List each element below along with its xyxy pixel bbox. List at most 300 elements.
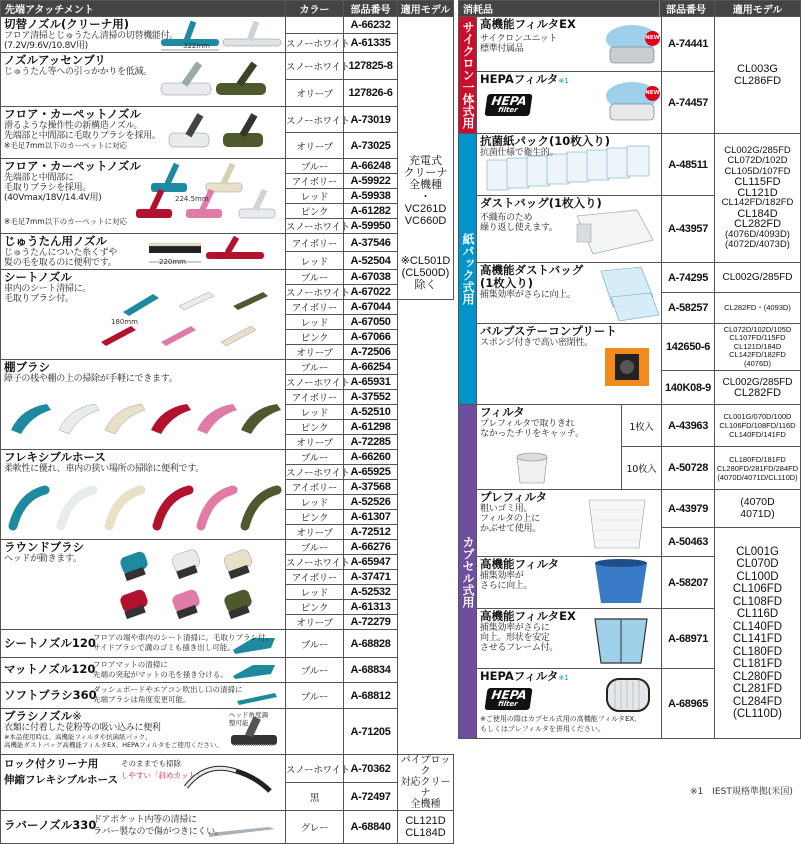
- color-cell: ブルー: [286, 450, 344, 465]
- model-text: CL108FD: [732, 595, 783, 608]
- item-title: 切替ノズル(クリーナ用): [4, 17, 130, 31]
- new-badge: NEW: [645, 86, 660, 101]
- item-title: シートノズル120: [4, 636, 96, 650]
- model-text: CL286FD: [733, 75, 782, 87]
- color-cell: オリーブ: [286, 80, 344, 107]
- color-cell: ピンク: [286, 204, 344, 219]
- part-number: A-67050: [344, 315, 398, 330]
- model-text: 除く: [414, 279, 437, 291]
- model-text: CL281FD: [732, 683, 783, 695]
- color-cell: スノーホワイト: [286, 465, 344, 480]
- item-desc: 粗いゴミ用。: [480, 504, 533, 514]
- color-cell: ピンク: [286, 420, 344, 435]
- color-cell: アイボリー: [286, 300, 344, 315]
- part-number: A-74457: [662, 72, 715, 134]
- item-title-text: ブラシノズル: [4, 709, 73, 723]
- model-list-main: [398, 155, 453, 227]
- item-hp-filter: [477, 557, 662, 609]
- part-number: A-59938: [344, 189, 398, 204]
- section-cyclone: [459, 17, 477, 134]
- color-cell: オリーブ: [286, 435, 344, 450]
- part-number: A-52526: [344, 495, 398, 510]
- item-note: ※毛足7mm以下のカーペットに対応: [4, 141, 128, 150]
- item-desc: ダッシュボードやエアコン吹出し口の清掃に: [93, 685, 243, 694]
- model-text: VC261D: [404, 203, 447, 215]
- part-number: A-37568: [344, 480, 398, 495]
- item-seat-nozzle: [1, 270, 286, 360]
- color-cell: ブルー: [286, 658, 344, 683]
- color-cell: ピンク: [286, 330, 344, 345]
- color-cell: ブルー: [286, 360, 344, 375]
- section-label: カプセル式用: [461, 535, 475, 608]
- part-number: A-66248: [344, 159, 398, 174]
- part-number: A-68971: [662, 609, 715, 669]
- part-number: A-61307: [344, 510, 398, 525]
- color-cell: ブルー: [286, 540, 344, 555]
- color-cell: ブルー: [286, 683, 344, 709]
- model-text: CL142FD/182FD: [729, 350, 786, 360]
- color-cell: レッド: [286, 405, 344, 420]
- item-desc: フロアマットの清掃に: [93, 660, 168, 669]
- item-title: 高機能フィルタEX: [480, 17, 576, 31]
- item-desc: ヘッドが動きます。: [4, 554, 82, 564]
- color-cell: アイボリー: [286, 570, 344, 585]
- item-note: 高機能ダストバッグ高機能フィルタEX、HEPAフィルタをご使用ください。: [4, 741, 223, 749]
- part-number: A-68828: [344, 630, 398, 658]
- section-label: 紙パック式用: [461, 233, 475, 305]
- hepa-logo-sub: filter: [497, 700, 519, 708]
- part-number: A-68812: [344, 683, 398, 709]
- item-title: 棚ブラシ: [4, 360, 50, 374]
- item-title: フレキシブルホース: [4, 450, 106, 464]
- consumables-table: [458, 0, 801, 739]
- model-text: クリーナ: [403, 167, 448, 179]
- part-number: A-65931: [344, 375, 398, 390]
- part-number: 127826-6: [344, 80, 398, 107]
- part-number: A-43979: [662, 490, 715, 528]
- item-antibacterial-paper-pack: [477, 134, 662, 196]
- item-desc: 不織布のため: [480, 213, 533, 223]
- item-desc: 毛取りブラシを採用。: [4, 183, 92, 193]
- header-attachment: 先端アタッチメント: [1, 1, 286, 17]
- item-title-2: (1枚入り): [480, 276, 534, 290]
- model-text: CL180FD/181FD: [729, 454, 786, 464]
- item-desc: 抗菌仕様で衛生的。: [480, 148, 559, 158]
- model-text: CL116D: [736, 608, 779, 620]
- part-number: A-74295: [662, 263, 715, 293]
- part-number: A-68840: [344, 811, 398, 844]
- section-label: サイクロン一体式用: [461, 21, 475, 129]
- item-title: ロック付クリーナ用: [4, 758, 99, 770]
- item-desc: 捕集効率がさらに: [480, 623, 550, 633]
- part-number: A-52510: [344, 405, 398, 420]
- item-title: [480, 670, 658, 685]
- item-prefilter: [477, 490, 662, 557]
- item-mat-nozzle-120: [1, 658, 286, 683]
- color-cell: スノーホワイト: [286, 555, 344, 570]
- item-title: ラウンドブラシ: [4, 540, 85, 554]
- item-switch-nozzle: [1, 17, 286, 53]
- model-text: 全機種: [410, 799, 441, 810]
- item-mark: ※1: [558, 77, 569, 85]
- item-title: [480, 73, 658, 88]
- callout: しやすい「斜めカット」: [121, 771, 204, 780]
- model-text: 全機種: [409, 179, 442, 191]
- item-title: フィルタ: [480, 405, 525, 419]
- color-cell: ブルー: [286, 270, 344, 285]
- model-text: CL180FD: [732, 645, 783, 658]
- color-cell: スノーホワイト: [286, 375, 344, 390]
- color-cell: オリーブ: [286, 133, 344, 159]
- model-text: パイプロック: [400, 755, 451, 777]
- item-title: プレフィルタ: [480, 490, 548, 504]
- item-title: ノズルアッセンブリ: [4, 53, 106, 67]
- item-note: ※本品使用時は、高機能フィルタや抗菌紙パック、: [4, 733, 152, 741]
- item-title: バルブステーコンプリート: [480, 324, 617, 338]
- color-cell: アイボリー: [286, 234, 344, 252]
- part-number: A-70362: [344, 755, 398, 783]
- item-desc: 先端部と中間部に: [4, 173, 74, 183]
- item-mark: ※1: [558, 674, 569, 682]
- header-part-number: 部品番号: [344, 1, 398, 17]
- item-round-brush: [1, 540, 286, 630]
- model-cell-capsule: [715, 528, 801, 739]
- color-cell: グレー: [286, 811, 344, 844]
- item-desc: かぶせて使用。: [480, 524, 541, 534]
- item-nozzle-assembly: [1, 53, 286, 107]
- item-seat-nozzle-120: [1, 630, 286, 658]
- item-carpet-nozzle: [1, 234, 286, 270]
- item-valve-stay: [477, 324, 662, 405]
- model-cell: CL002G/285FD: [715, 263, 801, 293]
- item-title: ソフトブラシ360: [4, 688, 97, 702]
- part-number: A-72506: [344, 345, 398, 360]
- item-title: ラバーノズル330: [4, 818, 97, 832]
- model-text: CL121D/184D: [733, 341, 782, 351]
- item-desc: 先端の突起がマットの毛を掻き分ける。: [93, 670, 228, 679]
- model-text: CL070D: [736, 558, 779, 570]
- color-cell: レッド: [286, 495, 344, 510]
- model-cell-general: [398, 17, 454, 300]
- part-number: A-67038: [344, 270, 398, 285]
- header-consumables: [459, 1, 715, 17]
- model-text: CL003G: [737, 63, 778, 75]
- model-text: CL284FD: [732, 695, 783, 708]
- item-telescopic-hose: [1, 755, 286, 811]
- item-desc: フロアの端や車内のシート清掃に。毛取りブラシ付。: [93, 633, 273, 642]
- model-text: CL105D/107FD: [724, 165, 791, 177]
- item-soft-brush-360: [1, 683, 286, 709]
- qty-cell: 10枚入: [622, 447, 662, 490]
- model-cell: [715, 371, 801, 405]
- part-number: A-74441: [662, 17, 715, 72]
- part-number: A-66232: [344, 17, 398, 34]
- item-note: ※毛足7mm以下のカーペットに対応: [4, 217, 128, 226]
- part-number: A-65947: [344, 555, 398, 570]
- item-dust-bag: [477, 196, 662, 263]
- color-cell: [286, 709, 344, 755]
- callout: そのままでも掃除: [121, 759, 181, 768]
- model-text: (4076D/4093D): [725, 228, 790, 240]
- part-number: A-50463: [662, 528, 715, 557]
- item-shelf-brush: [1, 360, 286, 450]
- model-text: CL184D: [405, 827, 446, 839]
- color-cell: アイボリー: [286, 390, 344, 405]
- item-desc: 捕集効率がさらに向上。: [480, 290, 576, 300]
- hepa-logo-main: HEPA: [490, 94, 528, 108]
- model-text: 4071D): [740, 507, 775, 520]
- model-cell-paper-pack: [715, 134, 801, 263]
- model-cell-rubber: [398, 811, 454, 844]
- part-number: A-71205: [344, 709, 398, 755]
- part-number: A-72279: [344, 615, 398, 630]
- color-cell: オリーブ: [286, 345, 344, 360]
- item-note: ※ご使用の際はカプセル式用の高機能フィルタEX、: [480, 715, 642, 723]
- color-cell: アイボリー: [286, 480, 344, 495]
- item-desc: 髪の毛を取るのに便利です。: [4, 258, 117, 268]
- part-number: A-43957: [662, 196, 715, 263]
- part-number: A-61335: [344, 34, 398, 53]
- color-cell: [286, 17, 344, 34]
- item-desc: フィルタの上に: [480, 514, 540, 524]
- dimension-label: 220mm: [159, 258, 186, 266]
- item-filter: [477, 405, 622, 490]
- part-number: A-37552: [344, 390, 398, 405]
- color-cell: アイボリー: [286, 174, 344, 189]
- model-text: CL115FD: [734, 176, 781, 188]
- item-desc: フロア清掃とじゅうたん清掃の切替機能付。: [4, 31, 179, 41]
- part-number: A-37471: [344, 570, 398, 585]
- model-text: CL072D/102D: [727, 155, 788, 166]
- model-text: CL282FD: [733, 386, 782, 399]
- color-cell: オリーブ: [286, 525, 344, 540]
- model-text: CL280FD: [732, 670, 783, 683]
- model-exclusion: [398, 255, 453, 291]
- part-number: A-67044: [344, 300, 398, 315]
- section-paper-bag: [459, 134, 477, 405]
- part-number: A-66254: [344, 360, 398, 375]
- model-text: (4070D: [740, 496, 775, 508]
- item-note: もしくはプレフィルタを併用ください。: [480, 725, 605, 733]
- model-text: CL140FD/141FD: [729, 430, 786, 439]
- item-desc: 障子の桟や棚の上の掃除が手軽にできます。: [4, 374, 178, 384]
- model-cell: [715, 324, 801, 371]
- model-text: 対応クリーナ: [400, 777, 451, 799]
- qty-cell: 1枚入: [622, 405, 662, 447]
- item-brush-nozzle: [1, 709, 286, 755]
- color-cell: スノーホワイト: [286, 285, 344, 300]
- new-badge: NEW: [645, 31, 660, 46]
- part-number: A-37546: [344, 234, 398, 252]
- color-cell: レッド: [286, 189, 344, 204]
- color-cell: ブルー: [286, 159, 344, 174]
- model-text: ※CL501D: [400, 255, 451, 267]
- item-desc: 衣類に付着した花粉等の吸い込みに便利: [4, 723, 161, 733]
- model-text: (4076D): [743, 358, 772, 368]
- model-cell: [715, 490, 801, 528]
- part-number: A-61298: [344, 420, 398, 435]
- item-title-text: HEPAフィルタ: [480, 669, 559, 683]
- item-rubber-nozzle-330: [1, 811, 286, 844]
- part-number: A-66276: [344, 540, 398, 555]
- part-number: A-58207: [662, 557, 715, 609]
- model-text: (CL110D): [733, 708, 782, 720]
- item-desc: じゅうたんについた糸くずや: [4, 248, 117, 258]
- item-desc: 車内のシート清掃に。: [4, 284, 92, 294]
- model-text: CL140FD: [732, 620, 783, 633]
- part-number: A-72512: [344, 525, 398, 540]
- part-number: A-59950: [344, 219, 398, 234]
- part-number: A-67066: [344, 330, 398, 345]
- item-title: フロア・カーペットノズル: [4, 107, 141, 121]
- model-text: CL142FD/182FD: [721, 197, 794, 208]
- model-text: CL282FD: [733, 218, 782, 230]
- item-desc: (40Vmax/18V/14.4V用): [4, 193, 102, 203]
- part-number: A-52504: [344, 252, 398, 270]
- item-desc: 滑るような操作性の新構造ノズル。: [4, 121, 143, 131]
- part-number: 140K08-9: [662, 371, 715, 405]
- model-text: (CL500D): [401, 267, 450, 279]
- model-text: CL141FD: [732, 633, 783, 645]
- section-capsule: [459, 405, 477, 739]
- item-title: 高機能フィルタ: [480, 557, 560, 571]
- part-number: A-52532: [344, 585, 398, 600]
- part-number: A-73019: [344, 107, 398, 133]
- item-title: 高機能フィルタEX: [480, 609, 576, 623]
- header-color: カラー: [286, 1, 344, 17]
- model-text: (4072D/4073D): [725, 239, 790, 250]
- model-text: CL100D: [736, 570, 779, 583]
- item-desc: さらに向上。: [480, 581, 533, 591]
- item-title: ダストバッグ(1枚入り): [480, 196, 602, 210]
- model-text: CL121D: [405, 815, 446, 827]
- model-text: CL106FD: [732, 583, 783, 595]
- color-cell: スノーホワイト: [286, 53, 344, 80]
- part-number: A-59922: [344, 174, 398, 189]
- dimension-label: 180mm: [111, 318, 138, 326]
- color-cell: レッド: [286, 315, 344, 330]
- item-desc: 毛取りブラシ付。: [4, 294, 74, 304]
- model-text: VC660D: [404, 215, 447, 227]
- model-text: 充電式: [409, 155, 442, 167]
- item-title: 高機能ダストバッグ: [480, 263, 584, 277]
- model-text: CL184D: [737, 207, 778, 220]
- header-consumables-text: 消耗品: [463, 5, 493, 16]
- item-title-2: 伸縮フレキシブルホース: [4, 774, 119, 786]
- item-hp-filter-ex-cyclone: [477, 17, 662, 72]
- model-cell: [715, 405, 801, 447]
- color-cell: ブルー: [286, 630, 344, 658]
- hepa-logo: [486, 688, 658, 710]
- model-text: CL280FD/281FD/284FD: [716, 463, 799, 473]
- item-desc: 捕集効率が: [480, 571, 524, 581]
- model-text: ・: [420, 191, 431, 203]
- model-text: CL181FD: [732, 658, 783, 670]
- item-title: シートノズル: [4, 270, 72, 284]
- item-hp-filter-ex: [477, 609, 662, 669]
- model-text: CL001G: [736, 545, 779, 558]
- part-number: A-73025: [344, 133, 398, 159]
- item-desc: 繰り返し使えます。: [480, 223, 558, 233]
- item-desc: 向上。形状を安定: [480, 633, 550, 643]
- item-desc: サイクロンユニット: [480, 34, 558, 44]
- item-desc: 先端部と中間部に毛取りブラシを採用。: [4, 131, 161, 141]
- part-number: A-72285: [344, 435, 398, 450]
- model-text: CL002G/285FD: [722, 376, 793, 388]
- part-number: 127825-8: [344, 53, 398, 80]
- model-cell: [715, 447, 801, 490]
- hepa-logo-main: HEPA: [490, 688, 528, 702]
- color-cell: ピンク: [286, 600, 344, 615]
- model-cell-cyclone: [715, 17, 801, 134]
- model-cell-hose: [398, 755, 454, 811]
- color-cell: スノーホワイト: [286, 219, 344, 234]
- item-flexible-hose: [1, 450, 286, 540]
- part-number: A-50728: [662, 447, 715, 490]
- item-desc: させるフレーム付。: [480, 643, 558, 653]
- part-number: A-43963: [662, 405, 715, 447]
- color-cell: ピンク: [286, 510, 344, 525]
- item-hp-dust-bag: [477, 263, 662, 324]
- model-cell: CL282FD・(4093D): [715, 293, 801, 324]
- part-number: A-68965: [662, 669, 715, 739]
- part-number: A-48511: [662, 134, 715, 196]
- item-desc: ラバー製なので傷がつきにくい。: [93, 827, 224, 837]
- item-title: マットノズル120: [4, 662, 96, 676]
- color-cell: レッド: [286, 252, 344, 270]
- model-text: CL001G/070D/100D: [723, 412, 792, 421]
- part-number: A-66260: [344, 450, 398, 465]
- part-number: A-68834: [344, 658, 398, 683]
- item-desc: プレフィルタで取りきれ: [480, 419, 575, 429]
- item-desc: ドアポケット内等の清掃に: [93, 815, 197, 825]
- color-cell: オリーブ: [286, 615, 344, 630]
- header-part-number: 部品番号: [659, 1, 712, 16]
- item-desc: 先端ブラシは角度変更可能。: [93, 695, 191, 704]
- item-title: 抗菌紙パック(10枚入り): [480, 134, 611, 148]
- color-cell: スノーホワイト: [286, 34, 344, 53]
- item-desc: 柔軟性に優れ、車内の狭い場所の掃除に便利です。: [4, 464, 204, 474]
- item-desc: サイドブラシで溝のゴミも掻き出し可能。: [93, 643, 235, 652]
- hepa-logo-sub: filter: [497, 106, 519, 114]
- header-model: 適用モデル: [398, 1, 454, 17]
- item-hepa-filter-cyclone: [477, 72, 662, 134]
- item-title-text: HEPAフィルタ: [480, 72, 559, 86]
- model-text: CL107FD/115FD: [729, 333, 786, 343]
- color-cell: レッド: [286, 585, 344, 600]
- part-number: 142650-6: [662, 324, 715, 371]
- color-cell: スノーホワイト: [286, 107, 344, 133]
- item-desc: スポンジ付きで高い密閉性。: [480, 338, 593, 348]
- part-number: A-65925: [344, 465, 398, 480]
- item-title: じゅうたん用ノズル: [4, 234, 108, 248]
- part-number: A-67022: [344, 285, 398, 300]
- model-text: CL072D/102D/105D: [723, 324, 792, 334]
- part-number: A-61313: [344, 600, 398, 615]
- item-floor-carpet-nozzle-b: [1, 159, 286, 234]
- item-desc: (7.2V/9.6V/10.8V用): [4, 41, 88, 51]
- item-hepa-filter-capsule: [477, 669, 662, 739]
- model-text: CL106FD/108FD/116D: [719, 421, 796, 430]
- model-text: CL002G/285FD: [724, 144, 791, 156]
- part-number: A-72497: [344, 783, 398, 811]
- item-desc: じゅうたん等への引っかかりを低減。: [4, 67, 152, 77]
- callout-head-angle: ヘッド角度調整可能: [229, 711, 268, 727]
- header-model: 適用モデル: [715, 1, 801, 17]
- dimension-label: 322mm: [183, 42, 210, 50]
- hepa-logo: [486, 94, 658, 116]
- dimension-label: 224.5mm: [175, 195, 209, 203]
